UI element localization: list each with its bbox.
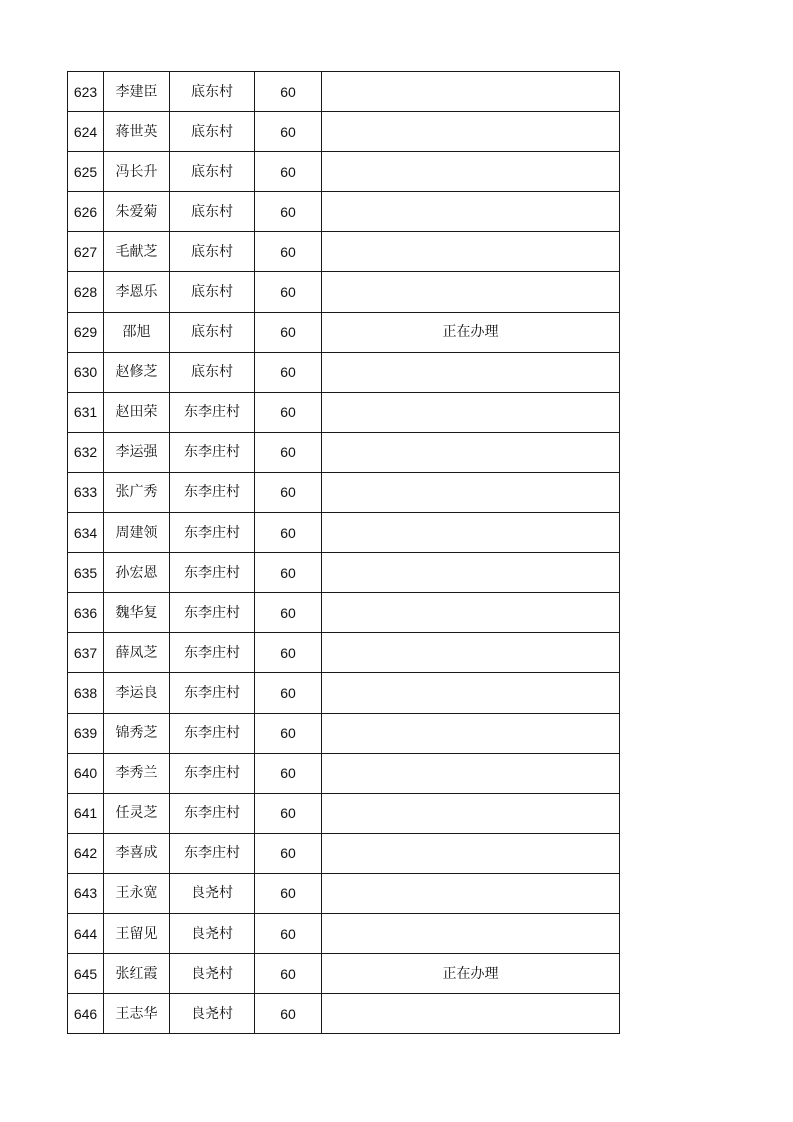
row-number-cell: 629 [68,312,104,352]
table-row [68,994,620,1034]
village-cell: 良尧村 [170,954,255,994]
table-row [68,152,620,192]
village-cell: 底东村 [170,232,255,272]
amount-cell: 60 [255,232,322,272]
name-cell: 王志华 [104,994,170,1034]
note-cell [322,793,620,833]
table-row [68,753,620,793]
name-cell: 王永宽 [104,873,170,913]
note-cell [322,593,620,633]
row-number-cell: 642 [68,833,104,873]
note-cell [322,873,620,913]
amount-cell: 60 [255,392,322,432]
row-number-cell: 636 [68,593,104,633]
note-cell [322,432,620,472]
note-cell: 正在办理 [322,954,620,994]
name-cell: 冯长升 [104,152,170,192]
note-cell [322,713,620,753]
table-row [68,72,620,112]
amount-cell: 60 [255,793,322,833]
amount-cell: 60 [255,553,322,593]
row-number-cell: 631 [68,392,104,432]
table-body [68,72,620,1034]
amount-cell: 60 [255,673,322,713]
amount-cell: 60 [255,593,322,633]
name-cell: 周建领 [104,513,170,553]
row-number-cell: 623 [68,72,104,112]
note-cell [322,513,620,553]
amount-cell: 60 [255,312,322,352]
note-cell [322,633,620,673]
data-table [67,71,620,1034]
note-cell [322,112,620,152]
table-row [68,793,620,833]
amount-cell: 60 [255,833,322,873]
row-number-cell: 625 [68,152,104,192]
village-cell: 底东村 [170,72,255,112]
note-cell [322,392,620,432]
table-row [68,472,620,512]
note-cell [322,272,620,312]
row-number-cell: 637 [68,633,104,673]
table-row [68,513,620,553]
village-cell: 东李庄村 [170,432,255,472]
name-cell: 王留见 [104,913,170,953]
row-number-cell: 640 [68,753,104,793]
row-number-cell: 635 [68,553,104,593]
table-row [68,593,620,633]
table-row [68,553,620,593]
row-number-cell: 630 [68,352,104,392]
village-cell: 东李庄村 [170,713,255,753]
table-row [68,713,620,753]
name-cell: 李运强 [104,432,170,472]
amount-cell: 60 [255,954,322,994]
table-row [68,833,620,873]
amount-cell: 60 [255,112,322,152]
note-cell [322,352,620,392]
row-number-cell: 638 [68,673,104,713]
amount-cell: 60 [255,192,322,232]
row-number-cell: 628 [68,272,104,312]
row-number-cell: 627 [68,232,104,272]
name-cell: 任灵芝 [104,793,170,833]
name-cell: 李恩乐 [104,272,170,312]
note-cell [322,472,620,512]
table-row [68,272,620,312]
village-cell: 东李庄村 [170,392,255,432]
amount-cell: 60 [255,753,322,793]
table-row [68,392,620,432]
village-cell: 底东村 [170,112,255,152]
name-cell: 朱爱菊 [104,192,170,232]
village-cell: 底东村 [170,152,255,192]
amount-cell: 60 [255,72,322,112]
row-number-cell: 644 [68,913,104,953]
table-row [68,873,620,913]
amount-cell: 60 [255,913,322,953]
row-number-cell: 646 [68,994,104,1034]
name-cell: 孙宏恩 [104,553,170,593]
table-row [68,913,620,953]
row-number-cell: 645 [68,954,104,994]
row-number-cell: 632 [68,432,104,472]
name-cell: 李喜成 [104,833,170,873]
name-cell: 锦秀芝 [104,713,170,753]
row-number-cell: 634 [68,513,104,553]
village-cell: 良尧村 [170,873,255,913]
table-row [68,633,620,673]
amount-cell: 60 [255,472,322,512]
village-cell: 东李庄村 [170,673,255,713]
amount-cell: 60 [255,152,322,192]
amount-cell: 60 [255,994,322,1034]
row-number-cell: 643 [68,873,104,913]
village-cell: 东李庄村 [170,753,255,793]
name-cell: 李运良 [104,673,170,713]
village-cell: 底东村 [170,192,255,232]
row-number-cell: 624 [68,112,104,152]
amount-cell: 60 [255,272,322,312]
note-cell [322,753,620,793]
amount-cell: 60 [255,352,322,392]
row-number-cell: 633 [68,472,104,512]
note-cell [322,192,620,232]
amount-cell: 60 [255,713,322,753]
table-row [68,352,620,392]
name-cell: 赵田荣 [104,392,170,432]
row-number-cell: 639 [68,713,104,753]
note-cell [322,152,620,192]
amount-cell: 60 [255,633,322,673]
note-cell [322,553,620,593]
table-row [68,232,620,272]
note-cell [322,994,620,1034]
village-cell: 东李庄村 [170,793,255,833]
name-cell: 魏华复 [104,593,170,633]
table-row [68,954,620,994]
village-cell: 东李庄村 [170,553,255,593]
village-cell: 东李庄村 [170,833,255,873]
note-cell [322,913,620,953]
name-cell: 李秀兰 [104,753,170,793]
name-cell: 毛献芝 [104,232,170,272]
village-cell: 东李庄村 [170,633,255,673]
name-cell: 李建臣 [104,72,170,112]
note-cell [322,833,620,873]
table-row [68,673,620,713]
amount-cell: 60 [255,432,322,472]
name-cell: 邵旭 [104,312,170,352]
name-cell: 张红霞 [104,954,170,994]
village-cell: 良尧村 [170,994,255,1034]
note-cell [322,232,620,272]
row-number-cell: 641 [68,793,104,833]
village-cell: 底东村 [170,312,255,352]
amount-cell: 60 [255,513,322,553]
village-cell: 东李庄村 [170,472,255,512]
village-cell: 底东村 [170,352,255,392]
note-cell [322,673,620,713]
row-number-cell: 626 [68,192,104,232]
village-cell: 底东村 [170,272,255,312]
note-cell [322,72,620,112]
name-cell: 张广秀 [104,472,170,512]
table-row [68,312,620,352]
name-cell: 蒋世英 [104,112,170,152]
table-row [68,432,620,472]
name-cell: 薛凤芝 [104,633,170,673]
name-cell: 赵修芝 [104,352,170,392]
table-row [68,192,620,232]
table-row [68,112,620,152]
amount-cell: 60 [255,873,322,913]
village-cell: 东李庄村 [170,513,255,553]
village-cell: 东李庄村 [170,593,255,633]
village-cell: 良尧村 [170,913,255,953]
note-cell: 正在办理 [322,312,620,352]
